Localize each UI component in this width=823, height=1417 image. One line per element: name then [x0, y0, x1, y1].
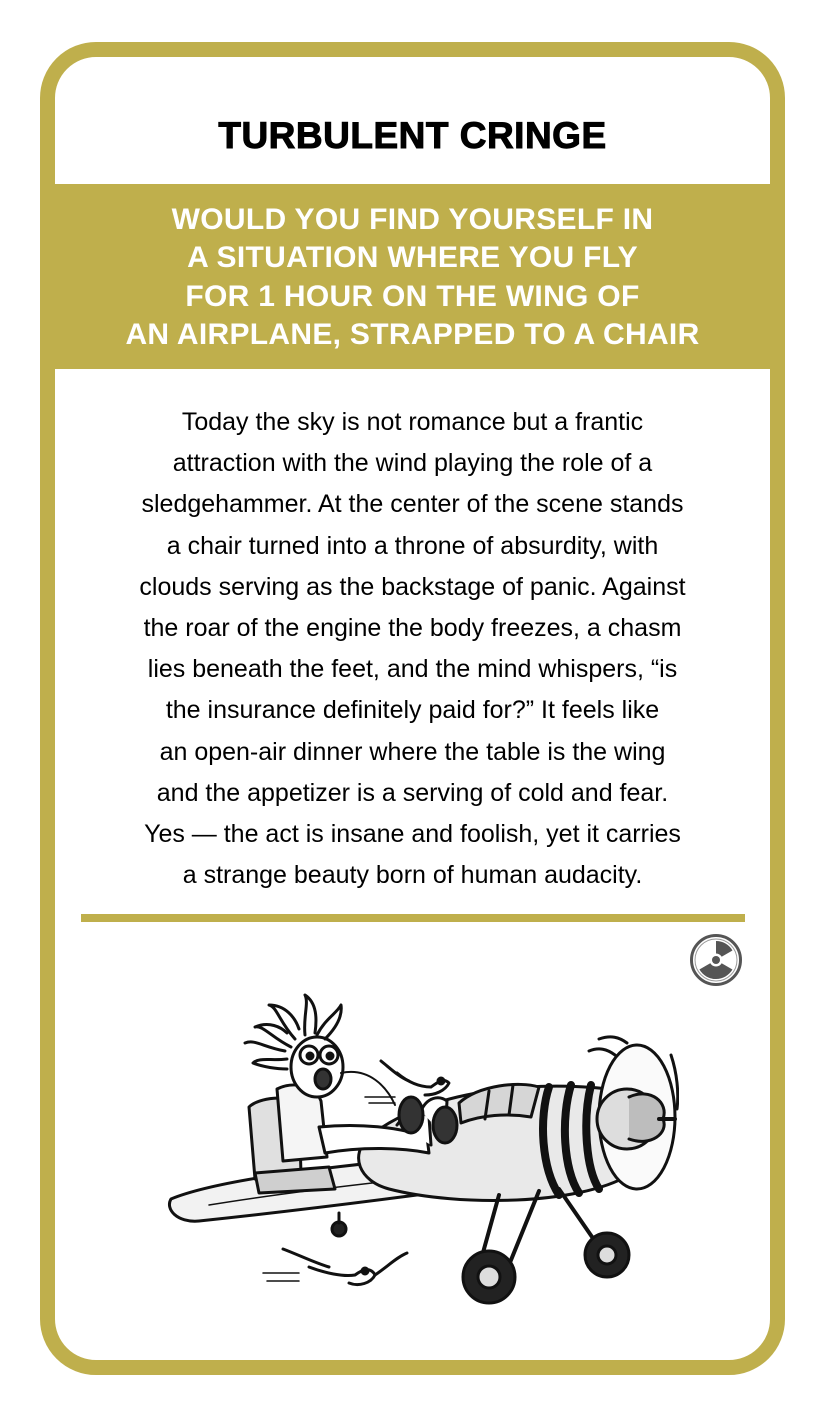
card-title: TURBULENT CRINGE — [218, 115, 607, 156]
story-text: Today the sky is not romance but a frantic attraction with the wind playing the role of a sledgehammer. At the center of the scene stands a chair turned into a throne of absurdity, with clouds serving as the backstage of panic. Against the roar of the engine the body freezes, a chasm lies beneath the feet, and the mind whispers, “is the insurance definitely paid for?” It feels like an open-air dinner where the table is the wing and the appetizer is a serving of cold and fear. Yes — the act is insane and foolish, yet it carries a strange beauty born of human audacity. — [139, 408, 686, 890]
card — [40, 42, 785, 1375]
question-text: WOULD YOU FIND YOURSELF IN A SITUATION WHERE YOU FLY FOR 1 HOUR ON THE WING OF AN AIRPLANE, STRAPPED TO A CHAIR — [125, 202, 700, 351]
divider — [81, 914, 745, 922]
radiation-hazard-icon — [689, 933, 743, 987]
airplane-wing-chair-illustration — [159, 977, 679, 1317]
question-band — [55, 184, 770, 369]
